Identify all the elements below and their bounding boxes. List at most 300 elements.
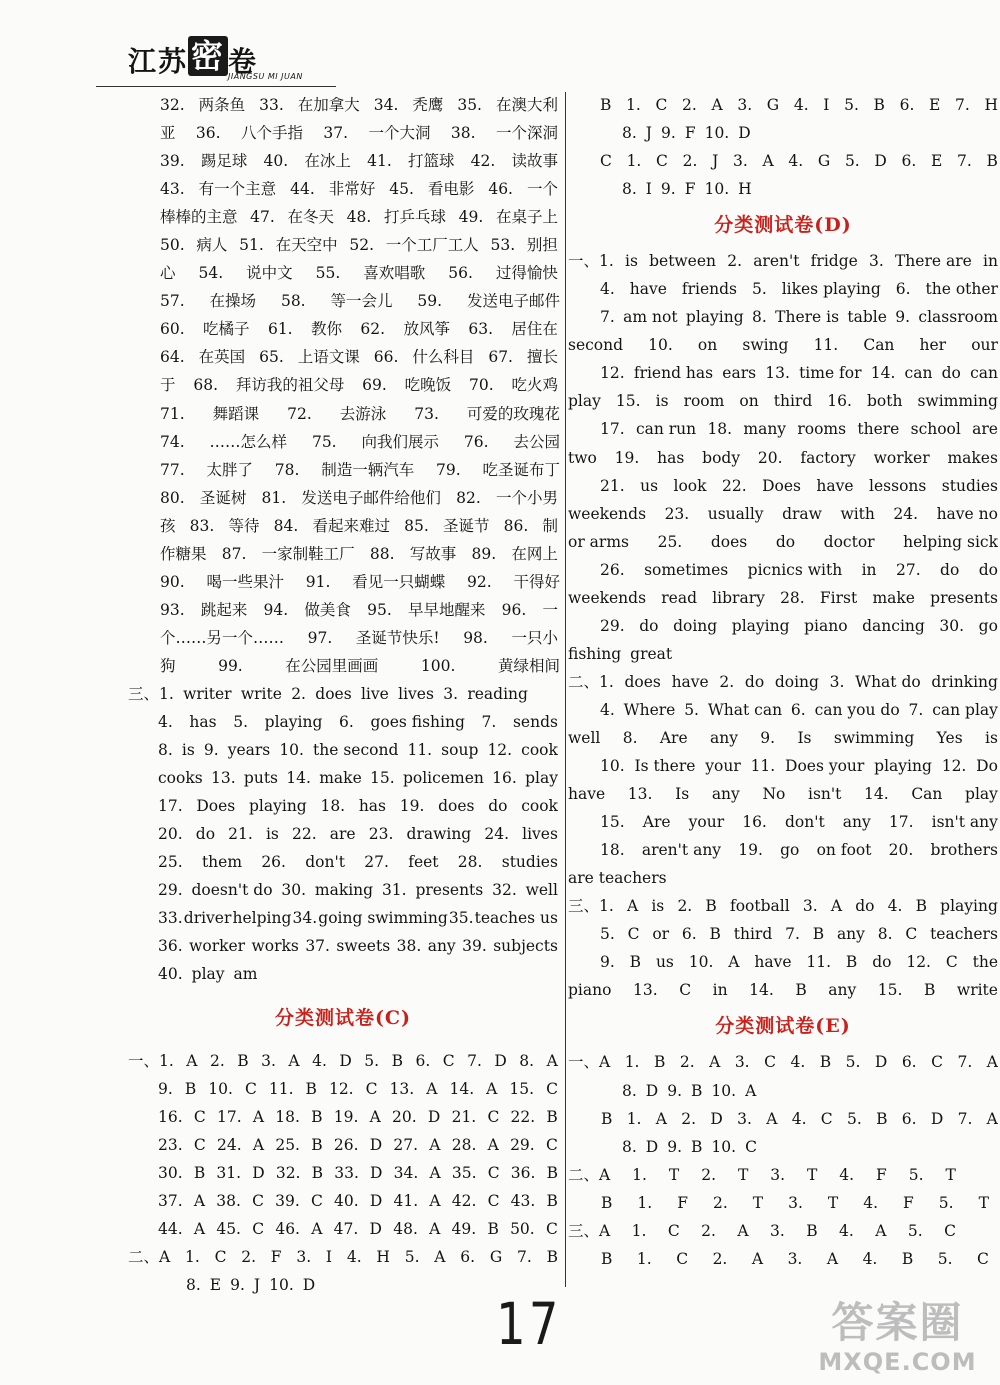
- answer-token: 3.: [261, 1051, 276, 1070]
- test-d-part-one: [568, 247, 998, 668]
- answer-token: D: [252, 1163, 265, 1182]
- answer-token: D: [710, 1109, 723, 1128]
- answer-token: 22.: [510, 1107, 536, 1126]
- answer-token: 3.: [787, 1249, 803, 1268]
- answer-line: [568, 1189, 989, 1217]
- answer-token: your: [688, 813, 725, 832]
- answer-token: C: [764, 1053, 776, 1072]
- answer-token: are teachers: [568, 869, 667, 888]
- answer-line: [568, 976, 998, 1004]
- answer-token: A: [709, 1053, 721, 1072]
- answer-token: Is: [675, 785, 690, 804]
- answer-line: [568, 696, 998, 724]
- answer-token: 35.: [457, 96, 482, 114]
- answer-token: 29.: [158, 881, 183, 900]
- answer-token: aren't any: [641, 841, 722, 860]
- answer-token: 5.: [845, 1053, 861, 1072]
- answer-line: [128, 876, 558, 904]
- answer-token: brothers: [930, 841, 998, 860]
- answer-token: playing: [731, 616, 790, 635]
- answer-token: 在冰上: [304, 152, 351, 171]
- answer-line: [128, 400, 560, 428]
- answer-token: C: [252, 1219, 265, 1238]
- answer-token: I: [325, 1247, 333, 1266]
- answer-line: [128, 91, 558, 119]
- answer-token: 14.: [870, 364, 896, 383]
- answer-token: us: [640, 476, 659, 495]
- answer-line: [568, 444, 998, 472]
- answer-line: [568, 1048, 998, 1076]
- answer-line: [568, 91, 998, 119]
- answer-token: 25.: [275, 1135, 300, 1154]
- answer-token: 6.: [415, 1051, 431, 1070]
- answer-token: 3.: [868, 252, 884, 271]
- watermark-url: MXQE.COM: [818, 1348, 977, 1376]
- answer-token: C: [977, 1249, 989, 1268]
- answer-token: 60.: [160, 320, 185, 339]
- answer-token: D: [874, 1053, 888, 1072]
- answer-token: 25.: [158, 853, 183, 872]
- answer-token: 吃橘子: [203, 320, 250, 339]
- answer-token: rooms: [797, 420, 847, 439]
- answer-token: 11.: [813, 336, 839, 355]
- answer-token: 4.: [790, 1053, 806, 1072]
- answer-token: picnics with: [747, 560, 843, 579]
- answer-token: C: [442, 1051, 455, 1070]
- answer-token: 7.: [481, 713, 497, 732]
- answer-line: [128, 624, 558, 652]
- answer-token: 2.: [291, 684, 306, 703]
- answer-token: 2.: [209, 1051, 225, 1070]
- answer-token: room: [683, 392, 725, 411]
- answer-token: 2.: [681, 1109, 697, 1128]
- answer-token: 15.: [877, 981, 903, 1000]
- answer-token: 17.: [888, 813, 914, 832]
- answer-token: 61.: [267, 320, 293, 339]
- answer-token: helping sick: [903, 532, 998, 551]
- answer-token: 太胖了: [206, 460, 253, 479]
- answer-token: friends: [681, 280, 737, 299]
- answer-token: playing: [264, 713, 323, 732]
- answer-token: 可爱的玫瑰花: [466, 404, 560, 423]
- answer-token: 读故事: [511, 152, 558, 171]
- answer-token: 49.: [451, 1219, 477, 1238]
- answer-line: [568, 247, 998, 275]
- answer-token: 24.: [893, 504, 919, 523]
- answer-token: T: [752, 1193, 764, 1212]
- answer-token: 6.: [901, 1109, 917, 1128]
- answer-token: 10.: [208, 1079, 233, 1098]
- answer-token: B: [184, 1079, 197, 1098]
- answer-token: 36.: [158, 937, 183, 956]
- answer-token: making: [314, 881, 374, 900]
- answer-token: 33.: [334, 1163, 359, 1182]
- answer-token: any: [842, 813, 871, 832]
- answer-token: does: [315, 684, 352, 703]
- answer-token: 13.: [632, 981, 658, 1000]
- answer-token: J: [253, 1275, 261, 1294]
- answer-token: A: [655, 1109, 667, 1128]
- answer-token: 59.: [417, 292, 443, 311]
- answer-line: [128, 512, 558, 540]
- answer-token: T: [978, 1193, 989, 1212]
- answer-token: A: [711, 96, 723, 114]
- answer-token: the: [972, 953, 998, 972]
- answer-token: 打篮球: [407, 152, 455, 171]
- answer-token: 88.: [369, 544, 395, 563]
- answer-token: 什么科目: [412, 348, 475, 367]
- answer-line: [568, 1245, 989, 1273]
- answer-token: have: [629, 280, 667, 299]
- answer-token: 在网上: [511, 544, 558, 563]
- answer-token: 50.: [160, 236, 185, 255]
- answer-line: [568, 359, 998, 387]
- answer-token: make: [319, 769, 362, 788]
- answer-token: E: [929, 96, 941, 114]
- answer-token: B: [311, 1135, 323, 1154]
- answer-line: [128, 652, 560, 680]
- answer-token: Where: [623, 700, 676, 719]
- answer-token: 5.: [751, 280, 767, 299]
- answer-token: can: [904, 364, 933, 383]
- answer-token: 放风筝: [403, 320, 450, 339]
- handwritten-page-number: 17: [496, 1290, 562, 1358]
- answer-token: A: [429, 1135, 441, 1154]
- answer-token: 6.: [895, 280, 911, 299]
- answer-token: 4.: [887, 897, 903, 916]
- answer-token: sometimes: [644, 560, 729, 579]
- answer-line: [128, 315, 558, 343]
- answer-token: C: [214, 1247, 227, 1266]
- answer-token: A: [193, 1219, 206, 1238]
- answer-token: 3.: [443, 684, 459, 703]
- answer-token: 19.: [614, 448, 640, 467]
- answer-token: fridge: [810, 252, 858, 271]
- answer-token: 35.: [448, 909, 474, 928]
- answer-token: A: [766, 1109, 778, 1128]
- answer-token: or arms: [568, 532, 629, 551]
- answer-token: B: [600, 96, 612, 114]
- answer-token: 14.: [286, 769, 311, 788]
- answer-token: 一家制鞋工厂: [261, 544, 355, 563]
- answer-token: 89.: [471, 544, 497, 563]
- answer-line: [128, 456, 560, 484]
- answer-token: does: [438, 797, 475, 816]
- answer-token: F: [876, 1165, 887, 1184]
- answer-token: D: [738, 124, 751, 143]
- answer-token: 66.: [373, 348, 399, 367]
- answer-token: D: [339, 1051, 352, 1070]
- answer-token: 跳起来: [200, 600, 248, 619]
- answer-token: 18.: [320, 797, 346, 816]
- answer-token: subjects: [493, 937, 558, 956]
- answer-token: 9.: [661, 124, 676, 143]
- answer-token: C: [656, 152, 668, 171]
- answer-token: 50.: [510, 1219, 535, 1238]
- answer-token: 38.: [216, 1191, 241, 1210]
- answer-line: [128, 540, 558, 568]
- header-rule: [96, 86, 336, 87]
- answer-token: C: [600, 152, 612, 171]
- answer-token: 21.: [228, 825, 253, 844]
- answer-token: 别担: [526, 236, 558, 255]
- answer-token: D: [427, 1107, 441, 1126]
- answer-token: 45.: [389, 180, 414, 199]
- answer-line: [128, 259, 558, 287]
- answer-line: [128, 371, 558, 399]
- answer-token: 5.: [600, 925, 615, 944]
- answer-line: [568, 948, 998, 976]
- answer-token: any: [711, 785, 740, 804]
- answer-token: 45.: [216, 1219, 241, 1238]
- answer-line: [128, 1159, 558, 1187]
- column-divider: [565, 92, 566, 1287]
- answer-token: third: [773, 392, 813, 411]
- answer-token: 56.: [448, 264, 473, 283]
- answer-token: worker: [873, 448, 930, 467]
- answer-token: F: [270, 1247, 282, 1266]
- answer-token: do: [940, 560, 960, 579]
- answer-token: 10.: [279, 741, 304, 760]
- answer-token: sends: [512, 713, 558, 732]
- answer-token: isn't: [807, 785, 842, 804]
- answer-token: drinking: [931, 672, 998, 691]
- answer-token: write: [240, 684, 282, 703]
- answer-token: 99.: [218, 656, 243, 675]
- answer-token: 去游泳: [339, 404, 387, 423]
- answer-token: piano: [568, 981, 612, 1000]
- answer-token: A: [546, 1051, 558, 1070]
- answer-token: 18.: [600, 841, 625, 860]
- answer-token: 25.: [657, 532, 683, 551]
- answer-token: doctor: [823, 532, 875, 551]
- answer-token: 95.: [367, 600, 392, 619]
- answer-token: 12.: [328, 1079, 354, 1098]
- answer-token: 28.: [457, 853, 483, 872]
- answer-token: 76.: [463, 432, 489, 451]
- answer-line: [128, 820, 558, 848]
- answer-token: 73.: [414, 404, 439, 423]
- answer-token: goes fishing: [370, 713, 465, 732]
- answer-token: 2.: [679, 1053, 695, 1072]
- answer-token: 18.: [707, 420, 733, 439]
- answer-token: time for: [799, 364, 862, 383]
- answer-token: 75.: [311, 432, 337, 451]
- answer-token: 向我们展示: [361, 432, 440, 451]
- answer-token: 53.: [490, 236, 516, 255]
- answer-token: B: [629, 953, 642, 972]
- answer-token: Yes: [936, 728, 963, 747]
- answer-token: 2.: [712, 1249, 728, 1268]
- answer-token: 5.: [233, 713, 249, 732]
- answer-token: 4.: [863, 1193, 879, 1212]
- answer-token: 3.: [802, 897, 818, 916]
- answer-token: 6.: [681, 925, 697, 944]
- answer-token: 34.: [373, 96, 399, 114]
- answer-token: likes playing: [781, 280, 881, 299]
- answer-token: 19.: [738, 841, 763, 860]
- answer-token: feet: [408, 853, 439, 872]
- answer-line: [568, 752, 998, 780]
- answer-token: 吃火鸡: [511, 376, 558, 395]
- answer-token: 在冬天: [287, 208, 334, 227]
- answer-token: dancing: [862, 616, 925, 635]
- answer-token: 3.: [737, 96, 753, 114]
- answer-token: C: [193, 1135, 206, 1154]
- answer-token: C: [905, 925, 918, 944]
- answer-token: 八个手指: [240, 124, 303, 143]
- brand-subtitle: JIANGSU MI JUAN: [228, 72, 303, 81]
- answer-token: 19.: [399, 797, 425, 816]
- answer-token: 5.: [908, 1165, 924, 1184]
- answer-token: A: [830, 897, 843, 916]
- answer-token: 早早地醒来: [407, 600, 486, 619]
- answer-token: 11.: [407, 741, 433, 760]
- answer-line: [568, 331, 998, 359]
- answer-token: playing: [940, 897, 998, 916]
- answer-line: [568, 175, 998, 203]
- answer-line: [568, 808, 998, 836]
- answer-token: 擅长: [526, 348, 558, 367]
- answer-token: A: [826, 1249, 839, 1268]
- answer-line: [128, 680, 528, 708]
- answer-token: school: [910, 420, 961, 439]
- answer-token: is: [651, 897, 665, 916]
- answer-token: has: [189, 713, 217, 732]
- answer-line: [128, 708, 558, 736]
- answer-token: 一个: [526, 180, 558, 199]
- answer-token: makes: [947, 448, 998, 467]
- answer-token: D: [874, 152, 887, 171]
- answer-line: [568, 528, 998, 556]
- answer-token: 2.: [727, 252, 742, 271]
- answer-token: B: [311, 1107, 323, 1126]
- answer-token: 14.: [449, 1079, 475, 1098]
- section-title-e: 分类测试卷(E): [715, 1015, 851, 1038]
- answer-token: on: [697, 336, 718, 355]
- answer-token: J: [712, 152, 719, 171]
- answer-token: 2.: [701, 1221, 716, 1240]
- answer-token: 17.: [600, 420, 625, 439]
- answer-token: 48.: [393, 1219, 418, 1238]
- answers-part-three: [128, 680, 558, 989]
- answer-line: [568, 1105, 998, 1133]
- answer-token: A: [626, 897, 639, 916]
- answer-token: 14.: [864, 785, 889, 804]
- answer-token: with: [840, 504, 875, 523]
- answer-token: 35.: [451, 1163, 477, 1182]
- answer-token: policemen: [402, 769, 484, 788]
- answer-token: 9.: [660, 180, 676, 199]
- answer-line: [128, 1215, 558, 1243]
- answer-token: any: [836, 925, 865, 944]
- answer-line: [128, 231, 558, 259]
- answer-token: soup: [441, 741, 479, 760]
- answer-token: are: [329, 825, 356, 844]
- answer-token: do: [978, 560, 998, 579]
- answer-token: 2.: [712, 1193, 728, 1212]
- answer-token: 43.: [510, 1191, 536, 1210]
- answer-token: 2.: [701, 1165, 716, 1184]
- answer-token: 27.: [364, 853, 389, 872]
- answer-token: isn't any: [931, 813, 998, 832]
- answer-token: Is there: [634, 757, 696, 776]
- answer-token: B: [915, 897, 927, 916]
- answer-token: A: [986, 1109, 998, 1128]
- answer-token: do: [941, 364, 961, 383]
- answer-line: [128, 484, 558, 512]
- answer-token: any: [427, 937, 456, 956]
- answer-token: 69.: [362, 376, 387, 395]
- answer-token: 4.: [791, 1109, 807, 1128]
- answer-token: 1.: [624, 1053, 640, 1072]
- answer-token: 86.: [503, 516, 529, 535]
- answer-token: 32.: [275, 1163, 301, 1182]
- answer-line: [128, 1243, 558, 1271]
- answer-token: B: [653, 1053, 666, 1072]
- answer-token: What can: [707, 700, 783, 719]
- answer-token: B: [546, 1107, 558, 1126]
- answer-token: 一、A: [568, 1053, 611, 1072]
- answer-token: 教你: [311, 320, 343, 339]
- answer-token: B: [546, 1191, 558, 1210]
- answer-token: B: [845, 953, 858, 972]
- answer-token: aren't: [753, 252, 800, 271]
- answer-token: 64.: [160, 348, 185, 367]
- answer-token: 38.: [396, 937, 422, 956]
- answer-token: 13.: [765, 364, 790, 383]
- answer-token: B: [691, 1137, 703, 1156]
- answer-token: 84.: [273, 516, 299, 535]
- answer-token: 11.: [750, 757, 776, 776]
- answer-token: 说中文: [246, 264, 293, 283]
- answer-token: E: [209, 1275, 222, 1294]
- page-header: [128, 37, 428, 90]
- answer-token: C: [487, 1107, 500, 1126]
- test-d-part-three: [568, 892, 998, 1004]
- answer-token: C: [310, 1191, 323, 1210]
- answer-token: Do: [976, 757, 998, 776]
- answer-token: swimming: [833, 728, 915, 747]
- answer-token: T: [668, 1165, 680, 1184]
- answer-line: [568, 147, 998, 175]
- answer-token: 10.: [704, 124, 730, 143]
- answer-token: any: [828, 981, 857, 1000]
- answer-token: well: [568, 728, 601, 747]
- answer-token: 40.: [158, 965, 183, 984]
- answer-token: 8.: [158, 741, 173, 760]
- answer-token: A: [252, 1107, 265, 1126]
- answer-token: F: [684, 124, 696, 143]
- answer-token: 82.: [456, 488, 481, 507]
- answer-token: 52.: [349, 236, 374, 255]
- answer-token: write: [956, 981, 998, 1000]
- test-e-answers: [568, 1048, 998, 1272]
- answer-token: years: [227, 741, 271, 760]
- answer-token: doesn't do: [191, 881, 273, 900]
- answer-token: C: [745, 1137, 757, 1156]
- answer-token: 圣诞节快乐!: [355, 628, 440, 647]
- answer-token: studies: [941, 476, 998, 495]
- answer-token: 24.: [484, 825, 509, 844]
- answer-token: 78.: [274, 460, 300, 479]
- answer-token: 41.: [393, 1191, 419, 1210]
- answer-token: 7.: [467, 1051, 482, 1070]
- answer-token: 非常好: [328, 180, 376, 199]
- answer-token: What do: [855, 672, 921, 691]
- answer-token: many: [743, 420, 787, 439]
- answer-token: 37.: [323, 124, 349, 143]
